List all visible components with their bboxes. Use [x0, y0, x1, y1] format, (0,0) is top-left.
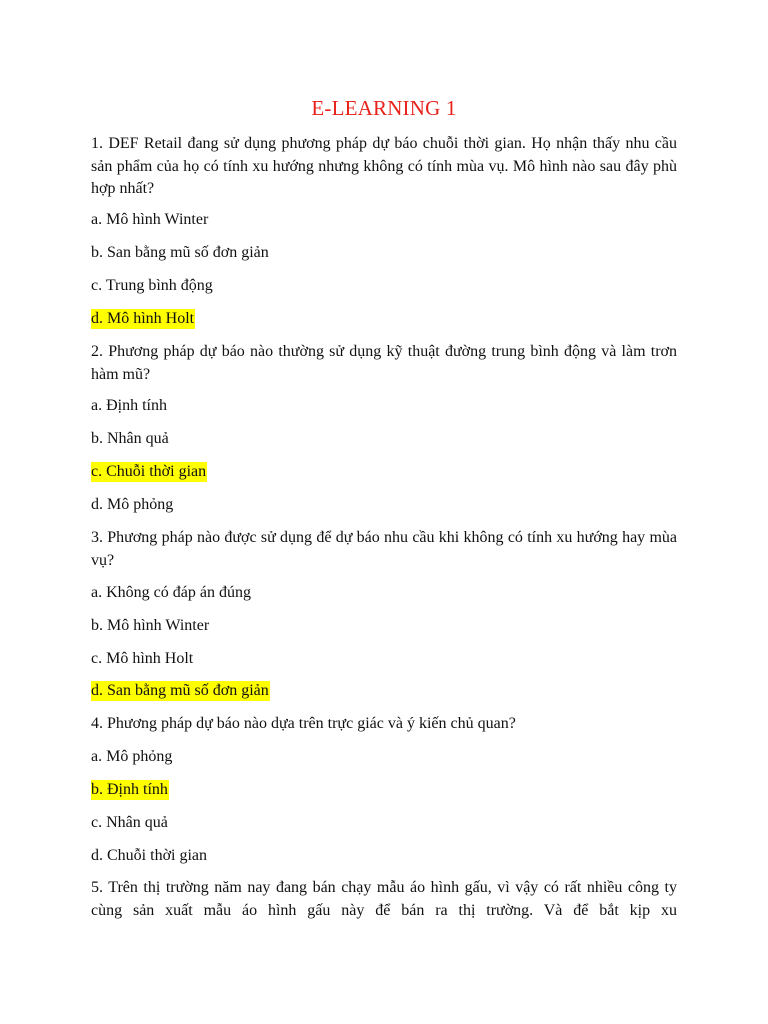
option-label: b. Mô hình Winter — [91, 617, 210, 634]
question-1-option-c — [91, 275, 677, 298]
question-1-text: 1. DEF Retail đang sử dụng phương pháp dự báo chuỗi thời gian. Họ nhận thấy nhu cầu sản phẩm của họ có tính xu hướng nhưng không có tính mùa vụ. Mô hình nào sau đây phù hợp nhất? — [91, 135, 677, 197]
question-1-option-b — [91, 242, 677, 265]
option-label: b. San bằng mũ số đơn giản — [91, 244, 269, 261]
highlighted-answer: c. Chuỗi thời gian — [91, 463, 207, 480]
question-2-option-c-answer — [91, 461, 677, 484]
highlighted-answer: d. San bằng mũ số đơn giản — [91, 682, 269, 699]
option-label: c. Nhân quả — [91, 814, 168, 831]
question-2-option-a — [91, 395, 677, 418]
option-label: a. Không có đáp án đúng — [91, 584, 251, 601]
question-3-option-b — [91, 615, 677, 638]
question-4-option-c — [91, 812, 677, 835]
highlighted-answer: d. Mô hình Holt — [91, 310, 195, 327]
question-2-option-d — [91, 494, 677, 517]
option-label: b. Nhân quả — [91, 430, 169, 447]
question-4-option-b-answer — [91, 779, 677, 802]
question-1-option-d-answer — [91, 308, 677, 331]
question-4-text: 4. Phương pháp dự báo nào dựa trên trực giác và ý kiến chủ quan? — [91, 715, 516, 732]
question-1-option-a — [91, 209, 677, 232]
question-3-option-d-answer — [91, 680, 677, 703]
question-5-text: 5. Trên thị trường năm nay đang bán chạy mẫu áo hình gấu, vì vậy có rất nhiều công ty cùng sản xuất mẫu áo hình gấu này để bán ra thị trường. Và để bắt kịp xu — [91, 879, 677, 919]
question-2-option-b — [91, 428, 677, 451]
option-label: c. Trung bình động — [91, 277, 213, 294]
option-label: a. Mô hình Winter — [91, 211, 209, 228]
question-3-text: 3. Phương pháp nào được sử dụng để dự báo nhu cầu khi không có tính xu hướng hay mùa vụ? — [91, 529, 677, 569]
option-label: c. Mô hình Holt — [91, 650, 194, 667]
document-title: E-LEARNING 1 — [311, 96, 457, 120]
question-3-option-a — [91, 582, 677, 605]
option-label: d. Chuỗi thời gian — [91, 847, 208, 864]
question-4-option-d — [91, 845, 677, 868]
question-3-option-c — [91, 648, 677, 671]
highlighted-answer: b. Định tính — [91, 781, 168, 798]
option-label: d. Mô phỏng — [91, 496, 174, 513]
option-label: a. Mô phỏng — [91, 748, 173, 765]
question-2-text: 2. Phương pháp dự báo nào thường sử dụng kỹ thuật đường trung bình động và làm trơn hàm mũ? — [91, 343, 677, 383]
option-label: a. Định tính — [91, 397, 167, 414]
question-4-option-a — [91, 746, 677, 769]
